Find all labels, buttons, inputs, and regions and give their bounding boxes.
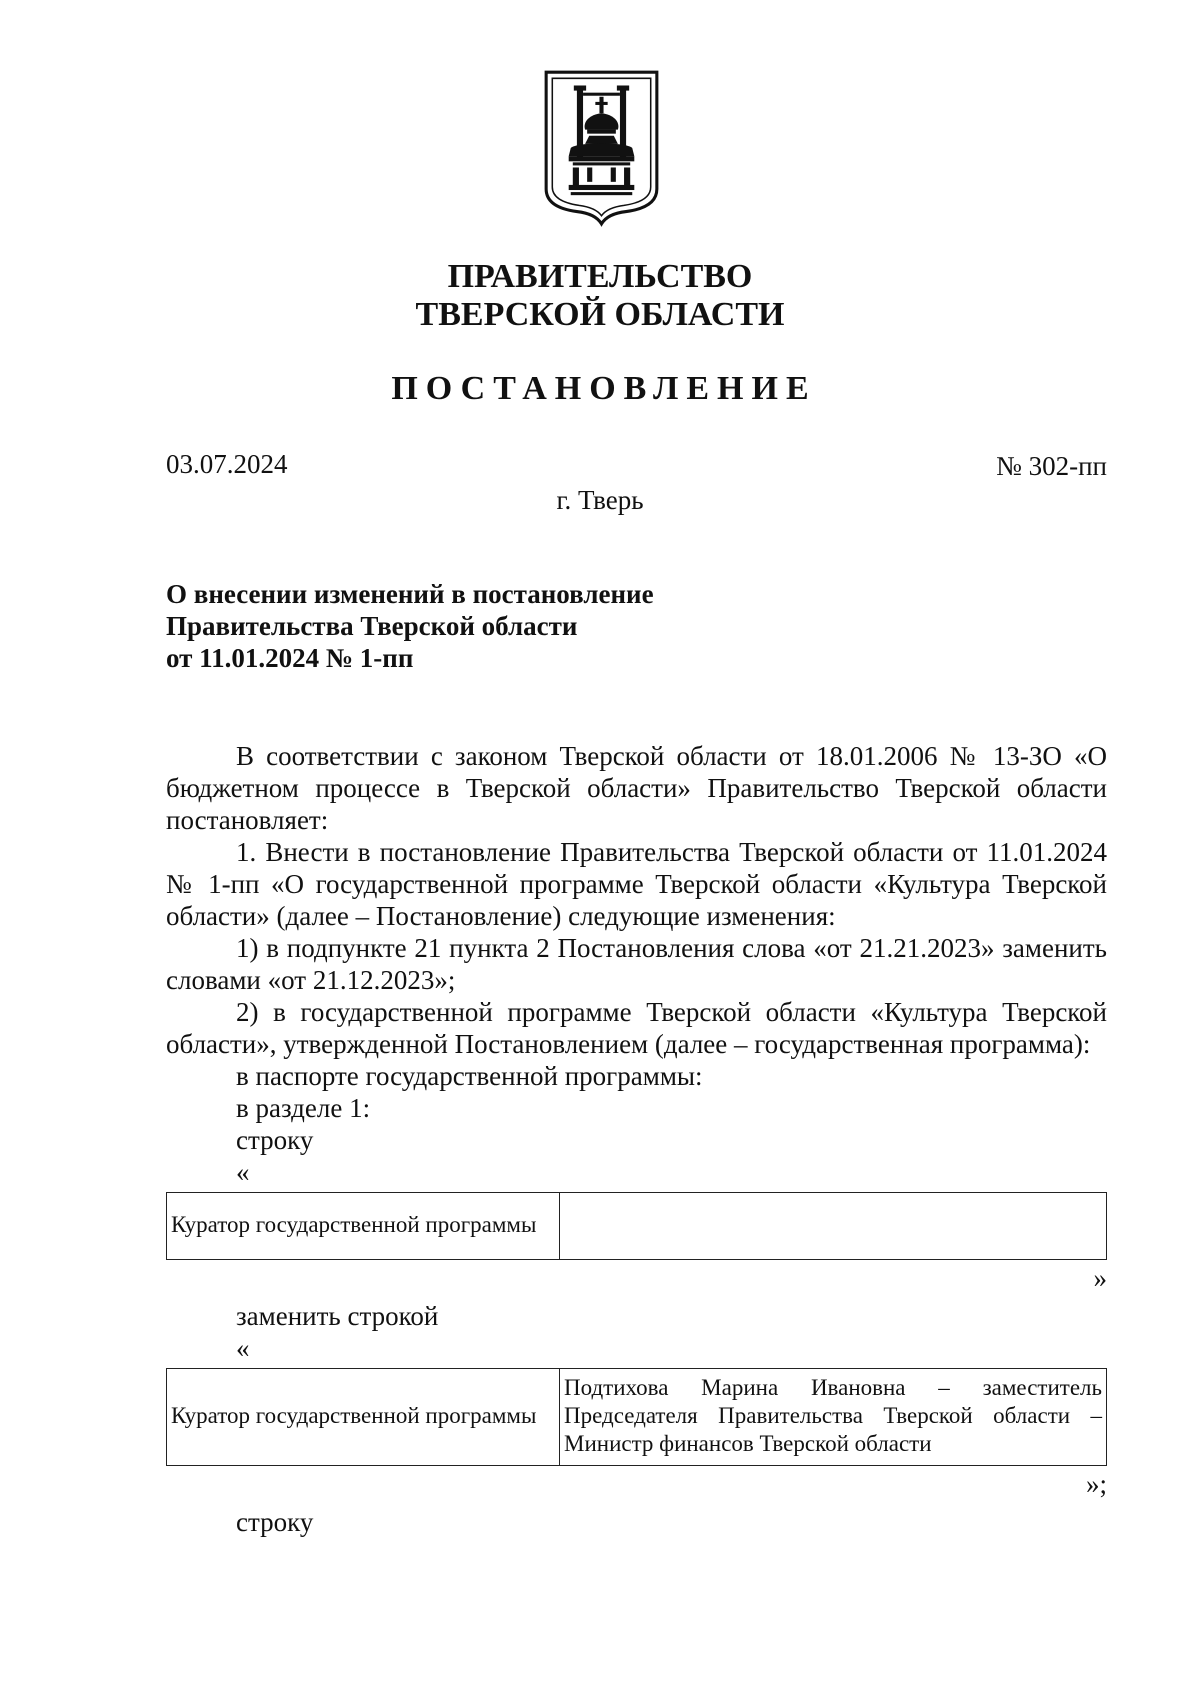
passport-line: в паспорте государственной программы: [236, 1061, 703, 1091]
clause-1-2-paragraph: 2) в государственной программе Тверской области «Культура Тверской области», утвержденной Постановлением (далее – государственная программа): [166, 997, 1107, 1059]
document-date: 03.07.2024 [166, 449, 288, 479]
clause-1-1-paragraph: 1) в подпункте 21 пункта 2 Постановления слова «от 21.21.2023» заменить словами «от 21.12.2023»; [166, 933, 1107, 995]
open-quote-2: « [236, 1333, 250, 1363]
preamble-paragraph: В соответствии с законом Тверской области от 18.01.2006 № 13-ЗО «О бюджетном процессе в Тверской области» Правительство Тверской области постановляет: [166, 741, 1107, 835]
tver-coat-of-arms-icon [540, 68, 663, 227]
open-quote-1: « [236, 1157, 250, 1187]
document-type-title: ПОСТАНОВЛЕНИЕ [391, 370, 817, 407]
close-quote-1: » [1093, 1263, 1107, 1293]
curator-table-old [166, 1192, 1107, 1260]
document-body [166, 740, 1107, 1538]
table-cell-label: Куратор государственной программы [167, 1193, 560, 1260]
row-word-2: строку [236, 1507, 314, 1537]
table-cell-label: Куратор государственной программы [167, 1369, 560, 1466]
row-word: строку [236, 1125, 314, 1155]
table-row [167, 1369, 1107, 1466]
table-cell-value [560, 1193, 1107, 1260]
replace-line: заменить строкой [236, 1301, 439, 1331]
subject-line-1: О внесении изменений в постановление [166, 579, 654, 609]
document-subject [166, 578, 654, 674]
document-city: г. Тверь [556, 485, 644, 515]
subject-line-2: Правительства Тверской области [166, 611, 578, 641]
curator-table-new [166, 1368, 1107, 1466]
clause-1-paragraph: 1. Внести в постановление Правительства Тверской области от 11.01.2024 № 1-пп «О государственной программе Тверской области «Культура Тверской области» (далее – Постановление) следующие изменения: [166, 837, 1107, 931]
table-cell-value: Подтихова Марина Ивановна – заместитель Председателя Правительства Тверской области – Министр финансов Тверской области [560, 1369, 1107, 1466]
table-row [167, 1193, 1107, 1260]
section-line: в разделе 1: [236, 1093, 371, 1123]
subject-line-3: от 11.01.2024 № 1-пп [166, 643, 414, 673]
organization-name-line-1: ПРАВИТЕЛЬСТВО [447, 258, 753, 295]
close-quote-semicolon: »; [1085, 1469, 1107, 1499]
document-number: № 302-пп [996, 451, 1107, 481]
organization-name-line-2: ТВЕРСКОЙ ОБЛАСТИ [415, 296, 785, 333]
